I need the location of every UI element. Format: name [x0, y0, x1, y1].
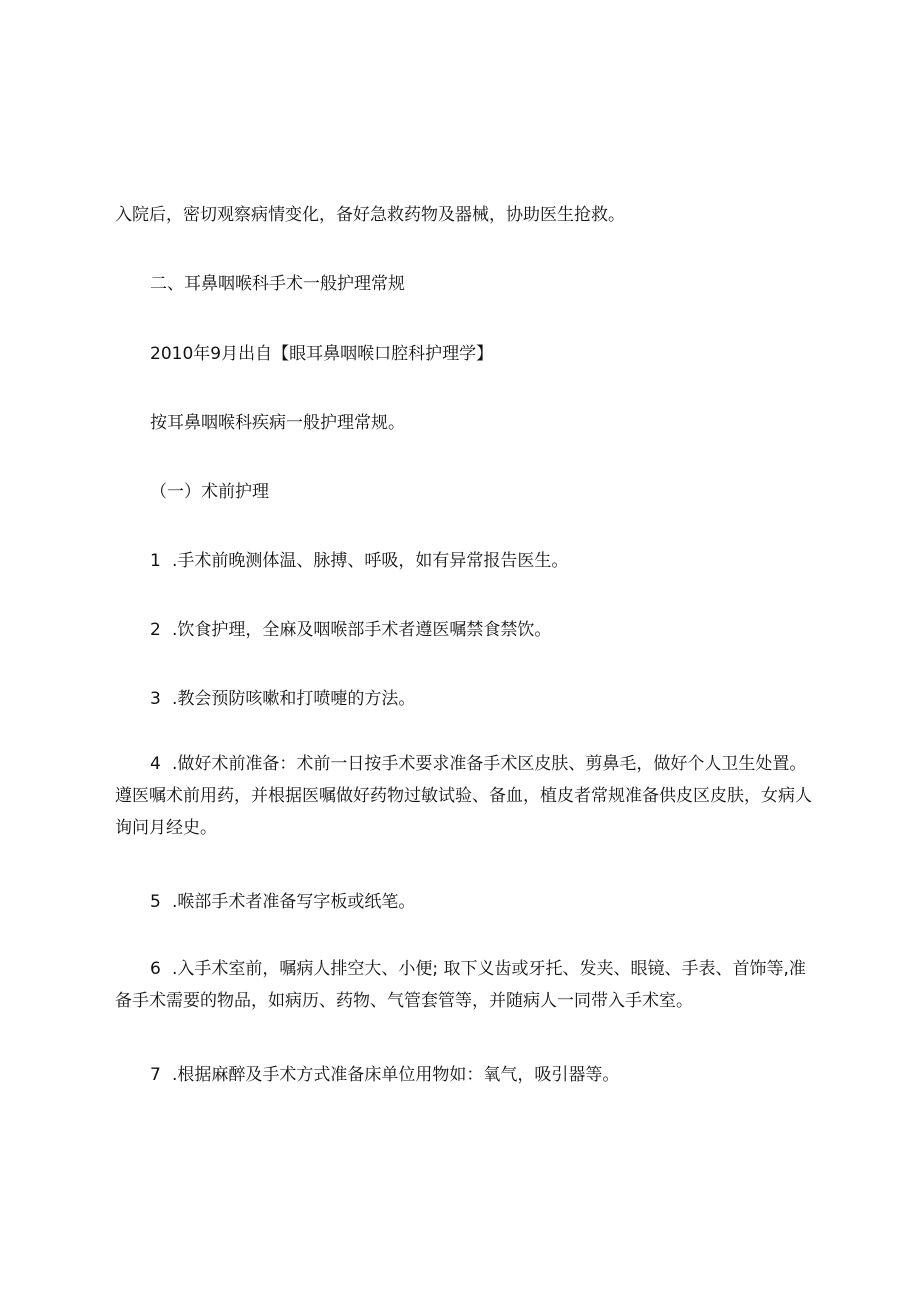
general-care-line: 按耳鼻咽喉科疾病一般护理常规。 [150, 413, 405, 433]
source-line: 2010年9月出自【眼耳鼻咽喉口腔科护理学】 [150, 344, 494, 364]
list-item-line: 遵医嘱术前用药，并根据医嘱做好药物过敏试验、备血，植皮者常规准备供皮区皮肤，女病人 [115, 786, 812, 806]
list-item-number: 6 [150, 959, 161, 979]
section-heading: 二、耳鼻咽喉科手术一般护理常规 [150, 274, 405, 294]
list-item-text: .教会预防咳嗽和打喷嚏的方法。 [172, 689, 416, 709]
list-item-text: .手术前晚测体温、脉搏、呼吸，如有异常报告医生。 [172, 551, 569, 571]
list-item-number: 7 [150, 1065, 161, 1085]
subsection-heading: （一）术前护理 [150, 482, 269, 502]
list-item-number: 1 [150, 551, 161, 571]
list-item-5 [150, 886, 415, 918]
list-item-text: .根据麻醉及手术方式准备床单位用物如：氧气，吸引器等。 [172, 1065, 620, 1085]
list-item-line [115, 953, 815, 985]
list-item-number: 3 [150, 689, 161, 709]
intro-paragraph: 入院后，密切观察病情变化，备好急救药物及器械，协助医生抢救。 [115, 205, 625, 225]
list-item-6 [115, 953, 815, 1017]
list-item-text: .入手术室前，嘱病人排空大、小便; 取下义齿或牙托、发夹、眼镜、手表、首饰等,准 [172, 959, 806, 979]
list-item-text: .饮食护理，全麻及咽喉部手术者遵医嘱禁食禁饮。 [172, 620, 552, 640]
list-item-line [115, 748, 815, 780]
list-item-number: 5 [150, 892, 161, 912]
list-item-line: 备手术需要的物品，如病历、药物、气管套管等，并随病人一同带入手术室。 [115, 991, 693, 1011]
list-item-number: 4 [150, 754, 161, 774]
list-item-number: 2 [150, 620, 161, 640]
list-item-3 [150, 683, 415, 715]
list-item-text: .喉部手术者准备写字板或纸笔。 [172, 892, 416, 912]
list-item-4 [115, 748, 815, 844]
list-item-line: 询问月经史。 [115, 818, 217, 838]
list-item-1 [150, 545, 568, 577]
list-item-text: .做好术前准备：术前一日按手术要求准备手术区皮肤、剪鼻毛，做好个人卫生处置。 [172, 754, 807, 774]
list-item-2 [150, 614, 551, 646]
list-item-7 [150, 1059, 619, 1091]
